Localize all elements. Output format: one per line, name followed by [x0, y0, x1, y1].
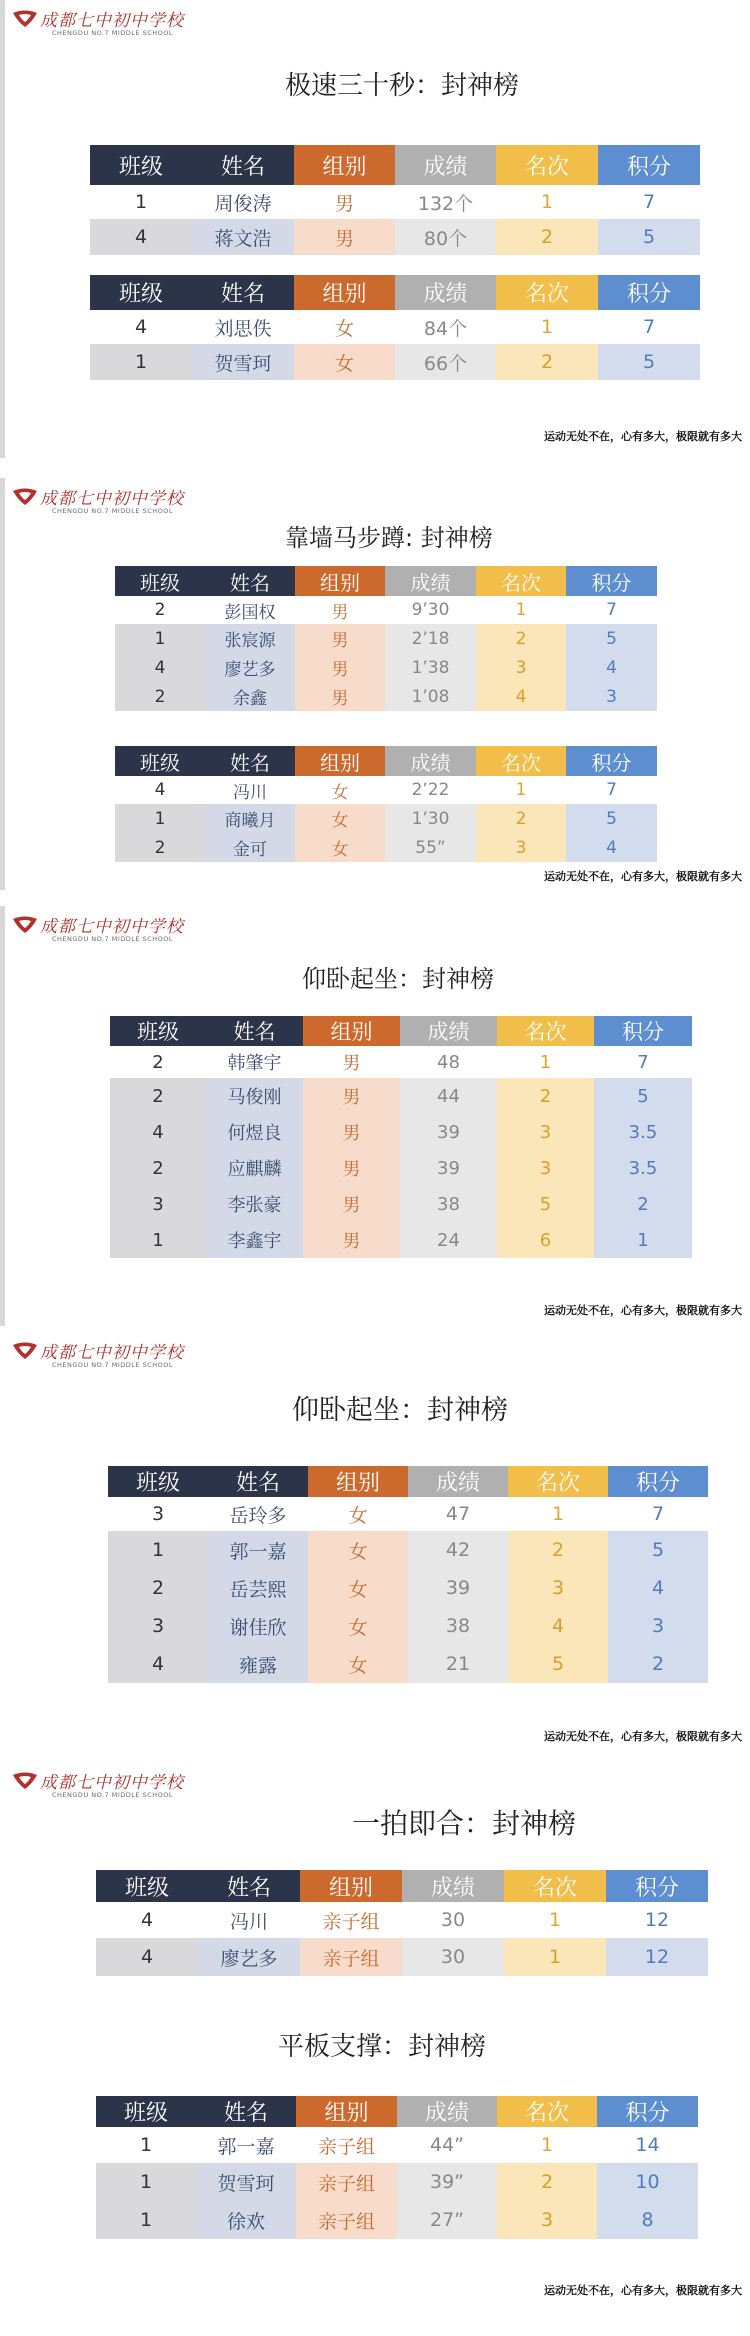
cell-group: 男 — [303, 1186, 400, 1222]
slide-parent-child — [0, 1762, 750, 2336]
cell-points: 2 — [608, 1645, 708, 1683]
table-row — [96, 2163, 698, 2201]
cell-class: 1 — [110, 1222, 206, 1258]
cell-rank: 2 — [476, 624, 566, 653]
header-name: 姓名 — [196, 2096, 296, 2127]
cell-score: 44 — [400, 1078, 497, 1114]
header-name: 姓名 — [205, 746, 295, 776]
logo-chinese-name: 成都七中初中学校 — [40, 11, 184, 31]
table-row — [110, 1222, 692, 1258]
cell-group: 男 — [295, 596, 385, 624]
cell-score: 2’18 — [385, 624, 476, 653]
header-rank: 名次 — [476, 746, 566, 776]
header-class: 班级 — [110, 1016, 206, 1046]
header-class: 班级 — [115, 566, 205, 596]
cell-class: 2 — [115, 596, 205, 624]
leaderboard-table — [96, 2096, 698, 2239]
leaderboard-table-girls — [115, 746, 657, 862]
header-score: 成绩 — [400, 1016, 497, 1046]
logo-emblem-icon — [12, 1772, 38, 1790]
cell-group: 男 — [303, 1078, 400, 1114]
cell-group: 男 — [303, 1150, 400, 1186]
cell-score: 42 — [408, 1531, 508, 1569]
table-row — [108, 1645, 708, 1683]
cell-group: 男 — [303, 1046, 400, 1078]
cell-class: 4 — [108, 1645, 208, 1683]
table-row — [108, 1607, 708, 1645]
cell-group: 男 — [303, 1222, 400, 1258]
header-points: 积分 — [606, 1870, 708, 1902]
cell-group: 亲子组 — [300, 1902, 402, 1938]
cell-class: 1 — [108, 1531, 208, 1569]
cell-score: 84个 — [395, 310, 496, 344]
cell-group: 女 — [308, 1645, 408, 1683]
cell-rank: 1 — [496, 185, 598, 219]
cell-name: 冯川 — [198, 1902, 300, 1938]
section-title: 平板支撑：封神榜 — [278, 2032, 487, 2062]
cell-points: 4 — [566, 833, 657, 862]
header-score: 成绩 — [402, 1870, 504, 1902]
table-header-row — [108, 1466, 708, 1497]
slogan-text: 运动无处不在，心有多大，极限就有多大 — [544, 430, 742, 443]
header-points: 积分 — [566, 746, 657, 776]
cell-name: 李张豪 — [206, 1186, 303, 1222]
table-header-row — [110, 1016, 692, 1046]
header-name: 姓名 — [206, 1016, 303, 1046]
leaderboard-table — [96, 1870, 708, 1976]
table-row — [90, 310, 700, 344]
cell-class: 3 — [108, 1497, 208, 1531]
cell-group: 男 — [295, 682, 385, 711]
cell-group: 女 — [308, 1497, 408, 1531]
cell-points: 5 — [566, 624, 657, 653]
header-score: 成绩 — [395, 275, 496, 310]
header-name: 姓名 — [208, 1466, 308, 1497]
cell-score: 39” — [397, 2163, 497, 2201]
header-name: 姓名 — [192, 145, 294, 185]
cell-rank: 2 — [496, 344, 598, 380]
logo-english-name: CHENGDU NO.7 MIDDLE SCHOOL — [52, 935, 173, 943]
cell-name: 韩肇宇 — [206, 1046, 303, 1078]
cell-class: 3 — [110, 1186, 206, 1222]
cell-score: 21 — [408, 1645, 508, 1683]
cell-score: 1’30 — [385, 804, 476, 833]
cell-score: 24 — [400, 1222, 497, 1258]
header-score: 成绩 — [408, 1466, 508, 1497]
cell-points: 3.5 — [594, 1150, 692, 1186]
slogan-text: 运动无处不在，心有多大，极限就有多大 — [544, 2284, 742, 2297]
cell-points: 3.5 — [594, 1114, 692, 1150]
header-group: 组别 — [295, 566, 385, 596]
table-row — [115, 596, 657, 624]
logo-english-name: CHENGDU NO.7 MIDDLE SCHOOL — [52, 1361, 173, 1369]
header-points: 积分 — [598, 145, 700, 185]
logo-chinese-name: 成都七中初中学校 — [40, 1343, 184, 1363]
cell-points: 7 — [566, 776, 657, 804]
logo-emblem-icon — [12, 1342, 38, 1360]
section-title: 仰卧起坐：封神榜 — [292, 1395, 508, 1426]
header-class: 班级 — [108, 1466, 208, 1497]
header-score: 成绩 — [395, 145, 496, 185]
cell-points: 3 — [608, 1607, 708, 1645]
logo-emblem-icon — [12, 916, 38, 934]
cell-rank: 3 — [497, 1150, 594, 1186]
cell-class: 4 — [110, 1114, 206, 1150]
cell-score: 38 — [400, 1186, 497, 1222]
leaderboard-table — [110, 1016, 692, 1258]
cell-rank: 1 — [476, 776, 566, 804]
header-points: 积分 — [608, 1466, 708, 1497]
cell-name: 贺雪珂 — [196, 2163, 296, 2201]
table-header-row — [115, 566, 657, 596]
header-name: 姓名 — [198, 1870, 300, 1902]
header-score: 成绩 — [385, 566, 476, 596]
cell-score: 30 — [402, 1938, 504, 1976]
header-rank: 名次 — [497, 1016, 594, 1046]
logo-chinese-name: 成都七中初中学校 — [40, 489, 184, 509]
cell-score: 1’08 — [385, 682, 476, 711]
cell-name: 郭一嘉 — [196, 2127, 296, 2163]
cell-rank: 1 — [476, 596, 566, 624]
cell-score: 47 — [408, 1497, 508, 1531]
slogan-text: 运动无处不在，心有多大，极限就有多大 — [544, 1730, 742, 1743]
table-header-row — [90, 145, 700, 185]
table-row — [110, 1078, 692, 1114]
slide-situps-girls — [0, 1332, 750, 1752]
cell-class: 3 — [108, 1607, 208, 1645]
header-group: 组别 — [303, 1016, 400, 1046]
cell-name: 谢佳欣 — [208, 1607, 308, 1645]
cell-name: 贺雪珂 — [192, 344, 294, 380]
cell-name: 徐欢 — [196, 2201, 296, 2239]
table-row — [96, 2201, 698, 2239]
slide-edge — [0, 0, 5, 458]
cell-points: 1 — [594, 1222, 692, 1258]
cell-name: 余鑫 — [205, 682, 295, 711]
cell-class: 1 — [90, 185, 192, 219]
cell-points: 7 — [598, 185, 700, 219]
cell-name: 彭国权 — [205, 596, 295, 624]
header-class: 班级 — [90, 145, 192, 185]
cell-class: 4 — [96, 1938, 198, 1976]
cell-class: 4 — [115, 653, 205, 682]
cell-rank: 2 — [508, 1531, 608, 1569]
header-points: 积分 — [597, 2096, 698, 2127]
section-title: 仰卧起坐：封神榜 — [302, 965, 494, 993]
cell-points: 5 — [598, 344, 700, 380]
header-group: 组别 — [294, 145, 395, 185]
header-group: 组别 — [300, 1870, 402, 1902]
cell-name: 李鑫宇 — [206, 1222, 303, 1258]
slide-speed-30s — [0, 0, 750, 458]
cell-points: 5 — [598, 219, 700, 255]
logo-chinese-name: 成都七中初中学校 — [40, 917, 184, 937]
cell-class: 2 — [110, 1150, 206, 1186]
slide-edge — [0, 906, 5, 1326]
table-row — [108, 1497, 708, 1531]
cell-points: 10 — [597, 2163, 698, 2201]
cell-group: 女 — [308, 1569, 408, 1607]
logo-english-name: CHENGDU NO.7 MIDDLE SCHOOL — [52, 29, 173, 37]
table-row — [108, 1569, 708, 1607]
cell-score: 38 — [408, 1607, 508, 1645]
table-header-row — [96, 2096, 698, 2127]
cell-rank: 6 — [497, 1222, 594, 1258]
table-row — [110, 1046, 692, 1078]
cell-group: 女 — [295, 804, 385, 833]
cell-name: 商曦月 — [205, 804, 295, 833]
leaderboard-table-boys — [90, 145, 700, 255]
table-header-row — [90, 275, 700, 310]
cell-name: 刘思佚 — [192, 310, 294, 344]
section-title: 极速三十秒：封神榜 — [285, 71, 520, 101]
cell-name: 何煜良 — [206, 1114, 303, 1150]
cell-class: 4 — [115, 776, 205, 804]
cell-name: 冯川 — [205, 776, 295, 804]
cell-class: 2 — [110, 1046, 206, 1078]
cell-group: 女 — [295, 776, 385, 804]
cell-class: 1 — [115, 624, 205, 653]
cell-score: 132个 — [395, 185, 496, 219]
header-class: 班级 — [90, 275, 192, 310]
table-row — [115, 833, 657, 862]
slogan-text: 运动无处不在，心有多大，极限就有多大 — [544, 870, 742, 883]
cell-points: 7 — [608, 1497, 708, 1531]
header-score: 成绩 — [397, 2096, 497, 2127]
header-points: 积分 — [594, 1016, 692, 1046]
slide-wall-squat — [0, 478, 750, 890]
header-rank: 名次 — [476, 566, 566, 596]
cell-name: 岳芸熙 — [208, 1569, 308, 1607]
cell-score: 39 — [408, 1569, 508, 1607]
cell-points: 4 — [566, 653, 657, 682]
cell-points: 8 — [597, 2201, 698, 2239]
header-points: 积分 — [566, 566, 657, 596]
cell-class: 1 — [96, 2127, 196, 2163]
leaderboard-table-girls — [90, 275, 700, 380]
table-header-row — [96, 1870, 708, 1902]
cell-rank: 5 — [508, 1645, 608, 1683]
cell-group: 亲子组 — [296, 2163, 397, 2201]
cell-points: 7 — [598, 310, 700, 344]
table-row — [90, 185, 700, 219]
cell-rank: 3 — [476, 653, 566, 682]
cell-rank: 1 — [508, 1497, 608, 1531]
cell-points: 3 — [566, 682, 657, 711]
table-row — [110, 1186, 692, 1222]
header-class: 班级 — [96, 2096, 196, 2127]
cell-name: 金可 — [205, 833, 295, 862]
cell-name: 马俊刚 — [206, 1078, 303, 1114]
cell-points: 5 — [566, 804, 657, 833]
cell-score: 44” — [397, 2127, 497, 2163]
table-row — [96, 1938, 708, 1976]
table-row — [115, 804, 657, 833]
slogan-text: 运动无处不在，心有多大，极限就有多大 — [544, 1304, 742, 1317]
cell-class: 4 — [90, 219, 192, 255]
cell-rank: 1 — [497, 1046, 594, 1078]
cell-class: 1 — [90, 344, 192, 380]
cell-rank: 3 — [497, 2201, 597, 2239]
cell-points: 5 — [608, 1531, 708, 1569]
cell-class: 4 — [90, 310, 192, 344]
cell-name: 蒋文浩 — [192, 219, 294, 255]
logo-emblem-icon — [12, 10, 38, 28]
cell-name: 廖艺多 — [198, 1938, 300, 1976]
cell-rank: 1 — [504, 1938, 606, 1976]
cell-name: 郭一嘉 — [208, 1531, 308, 1569]
table-row — [96, 1902, 708, 1938]
cell-points: 14 — [597, 2127, 698, 2163]
cell-class: 2 — [115, 682, 205, 711]
slide-edge — [0, 478, 5, 890]
cell-points: 2 — [594, 1186, 692, 1222]
cell-class: 1 — [96, 2163, 196, 2201]
cell-score: 30 — [402, 1902, 504, 1938]
cell-score: 66个 — [395, 344, 496, 380]
cell-points: 12 — [606, 1938, 708, 1976]
cell-score: 27” — [397, 2201, 497, 2239]
cell-score: 9’30 — [385, 596, 476, 624]
table-row — [115, 776, 657, 804]
cell-rank: 1 — [497, 2127, 597, 2163]
table-row — [115, 682, 657, 711]
table-header-row — [115, 746, 657, 776]
table-row — [115, 624, 657, 653]
cell-rank: 3 — [497, 1114, 594, 1150]
cell-score: 55” — [385, 833, 476, 862]
cell-rank: 3 — [508, 1569, 608, 1607]
cell-score: 48 — [400, 1046, 497, 1078]
section-title: 靠墙马步蹲: 封神榜 — [285, 524, 493, 552]
cell-rank: 2 — [496, 219, 598, 255]
cell-group: 女 — [308, 1531, 408, 1569]
table-row — [96, 2127, 698, 2163]
table-row — [90, 344, 700, 380]
header-rank: 名次 — [496, 275, 598, 310]
cell-score: 1’38 — [385, 653, 476, 682]
cell-name: 雍露 — [208, 1645, 308, 1683]
cell-points: 5 — [594, 1078, 692, 1114]
header-rank: 名次 — [504, 1870, 606, 1902]
cell-group: 女 — [294, 344, 395, 380]
header-name: 姓名 — [205, 566, 295, 596]
cell-rank: 2 — [497, 1078, 594, 1114]
header-rank: 名次 — [497, 2096, 597, 2127]
cell-group: 女 — [308, 1607, 408, 1645]
header-score: 成绩 — [385, 746, 476, 776]
header-class: 班级 — [115, 746, 205, 776]
cell-name: 张宸源 — [205, 624, 295, 653]
leaderboard-table-boys — [115, 566, 657, 711]
cell-class: 2 — [115, 833, 205, 862]
cell-name: 周俊涛 — [192, 185, 294, 219]
cell-points: 12 — [606, 1902, 708, 1938]
cell-name: 廖艺多 — [205, 653, 295, 682]
header-points: 积分 — [598, 275, 700, 310]
table-row — [108, 1531, 708, 1569]
cell-group: 亲子组 — [296, 2201, 397, 2239]
slide-situps-boys — [0, 906, 750, 1326]
cell-rank: 4 — [508, 1607, 608, 1645]
cell-name: 应麒麟 — [206, 1150, 303, 1186]
logo-emblem-icon — [12, 488, 38, 506]
cell-points: 7 — [566, 596, 657, 624]
cell-rank: 3 — [476, 833, 566, 862]
cell-rank: 1 — [504, 1902, 606, 1938]
cell-group: 女 — [295, 833, 385, 862]
cell-rank: 2 — [497, 2163, 597, 2201]
cell-rank: 1 — [496, 310, 598, 344]
cell-score: 39 — [400, 1114, 497, 1150]
header-rank: 名次 — [496, 145, 598, 185]
header-group: 组别 — [296, 2096, 397, 2127]
cell-class: 4 — [96, 1902, 198, 1938]
cell-points: 7 — [594, 1046, 692, 1078]
table-row — [90, 219, 700, 255]
table-row — [110, 1114, 692, 1150]
cell-group: 男 — [295, 653, 385, 682]
cell-rank: 4 — [476, 682, 566, 711]
cell-rank: 5 — [497, 1186, 594, 1222]
logo-english-name: CHENGDU NO.7 MIDDLE SCHOOL — [52, 1791, 173, 1799]
table-row — [115, 653, 657, 682]
cell-class: 2 — [108, 1569, 208, 1607]
header-group: 组别 — [295, 746, 385, 776]
section-title: 一拍即合：封神榜 — [352, 1807, 577, 1840]
cell-group: 男 — [294, 219, 395, 255]
cell-group: 女 — [294, 310, 395, 344]
header-name: 姓名 — [192, 275, 294, 310]
header-rank: 名次 — [508, 1466, 608, 1497]
cell-score: 2’22 — [385, 776, 476, 804]
cell-class: 2 — [110, 1078, 206, 1114]
cell-class: 1 — [96, 2201, 196, 2239]
cell-group: 亲子组 — [300, 1938, 402, 1976]
header-class: 班级 — [96, 1870, 198, 1902]
cell-points: 4 — [608, 1569, 708, 1607]
table-row — [110, 1150, 692, 1186]
cell-group: 男 — [294, 185, 395, 219]
cell-score: 80个 — [395, 219, 496, 255]
header-group: 组别 — [294, 275, 395, 310]
cell-group: 男 — [295, 624, 385, 653]
leaderboard-table — [108, 1466, 708, 1683]
cell-class: 1 — [115, 804, 205, 833]
logo-chinese-name: 成都七中初中学校 — [40, 1773, 184, 1793]
cell-group: 亲子组 — [296, 2127, 397, 2163]
cell-rank: 2 — [476, 804, 566, 833]
cell-name: 岳玲多 — [208, 1497, 308, 1531]
header-group: 组别 — [308, 1466, 408, 1497]
logo-english-name: CHENGDU NO.7 MIDDLE SCHOOL — [52, 507, 173, 515]
cell-score: 39 — [400, 1150, 497, 1186]
cell-group: 男 — [303, 1114, 400, 1150]
